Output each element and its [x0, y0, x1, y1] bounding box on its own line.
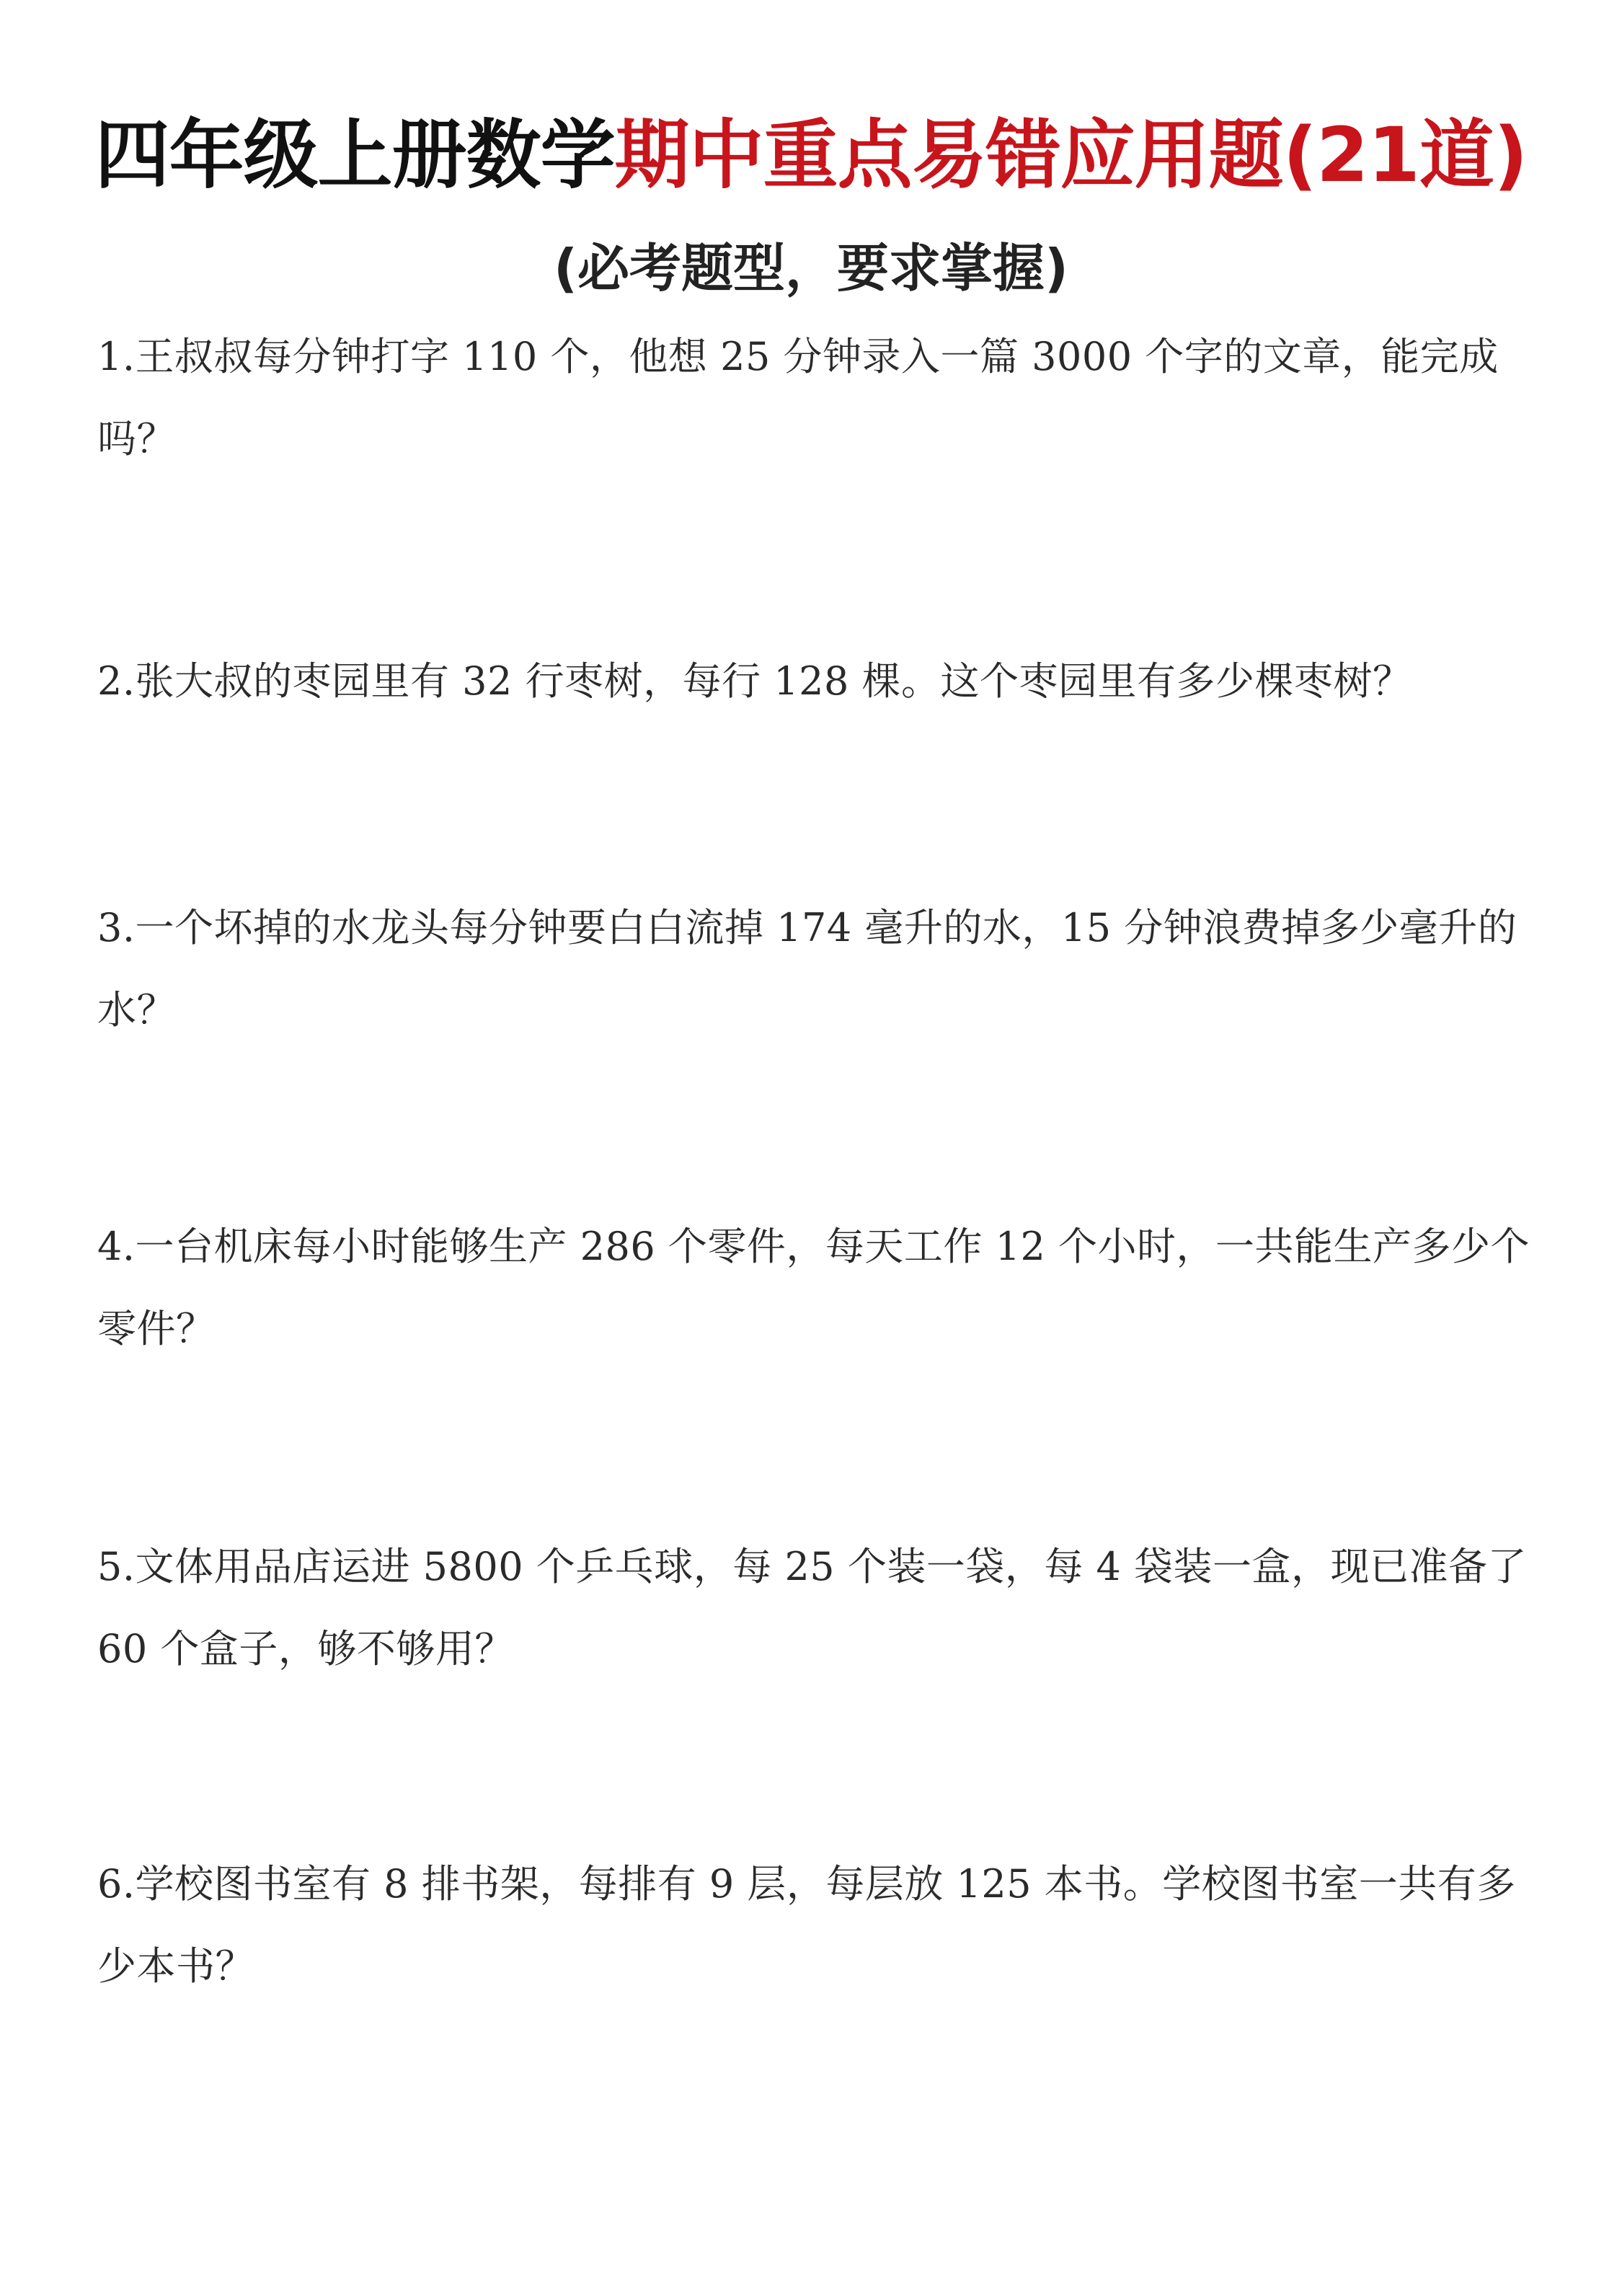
question-6: 6.学校图书室有 8 排书架，每排有 9 层，每层放 125 本书。学校图书室一共有多少本书？ [97, 1861, 1516, 1989]
page-subtitle: (必考题型，要求掌握) [554, 238, 1068, 299]
question-5: 5.文体用品店运进 5800 个乒乓球，每 25 个装一袋，每 4 袋装一盒，现已准备了 60 个盒子，够不够用？ [97, 1544, 1528, 1672]
title-black-part: 四年级上册数学 [94, 111, 615, 199]
question-1: 1.王叔叔每分钟打字 110 个，他想 25 分钟录入一篇 3000 个字的文章，能完成吗？ [97, 334, 1499, 462]
title-red-part: 期中重点易错应用题(21道) [614, 111, 1528, 199]
question-2: 2.张大叔的枣园里有 32 行枣树，每行 128 棵。这个枣园里有多少棵枣树？ [97, 658, 1412, 704]
question-4: 4.一台机床每小时能够生产 286 个零件，每天工作 12 个小时，一共能生产多少个零件？ [97, 1224, 1530, 1351]
question-3: 3.一个坏掉的水龙头每分钟要白白流掉 174 毫升的水，15 分钟浪费掉多少毫升的水？ [97, 905, 1517, 1033]
page-title [0, 108, 1622, 202]
